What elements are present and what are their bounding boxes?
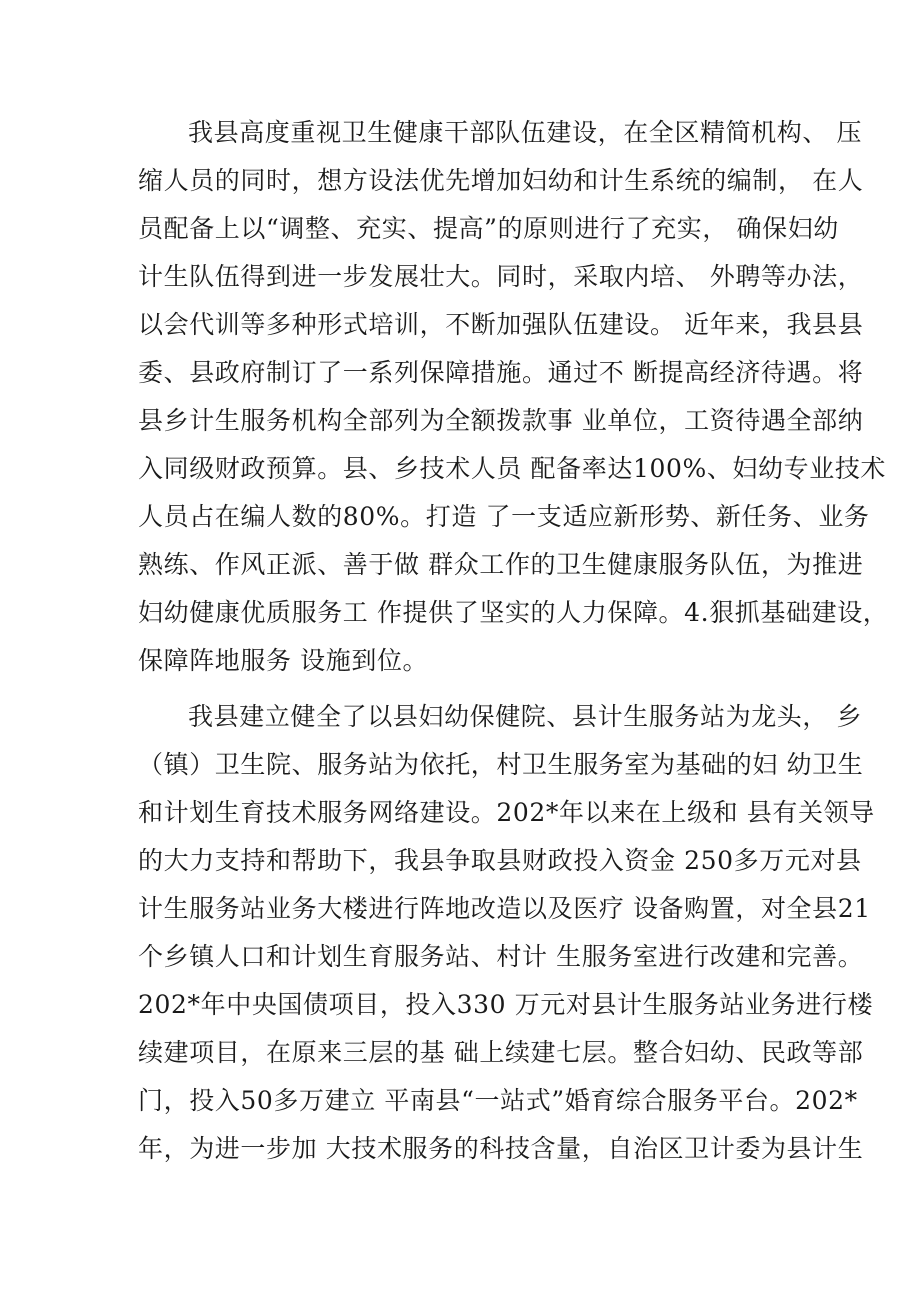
text-line: 我县高度重视卫生健康干部队伍建设，在全区精简机构、 压 — [188, 118, 863, 147]
text-line: 计生队伍得到进一步发展壮大。同时，采取内培、 外聘等办法， — [138, 262, 864, 291]
text-line: 202*年中央国债项目，投入330 万元对县计生服务站业务进行楼 — [138, 990, 874, 1019]
text-line: 我县建立健全了以县妇幼保健院、县计生服务站为龙头， 乡 — [188, 702, 863, 731]
text-line: 续建项目，在原来三层的基 础上续建七层。整合妇幼、民政等部 — [138, 1038, 864, 1067]
text-line: 以会代训等多种形式培训，不断加强队伍建设。 近年来，我县县 — [138, 310, 864, 339]
text-line: 妇幼健康优质服务工 作提供了坚实的人力保障。4.狠抓基础建设， — [138, 598, 889, 627]
text-line: 个乡镇人口和计划生育服务站、村计 生服务室进行改建和完善。 — [138, 942, 864, 971]
text-line: 员配备上以“调整、充实、提高”的原则进行了充实， 确保妇幼 — [138, 214, 839, 243]
text-line: 门，投入50多万建立 平南县“一站式”婚育综合服务平台。202* — [138, 1086, 858, 1115]
text-line: 委、县政府制订了一系列保障措施。通过不 断提高经济待遇。将 — [138, 358, 864, 387]
text-line: 计生服务站业务大楼进行阵地改造以及医疗 设备购置，对全县21 — [138, 894, 871, 923]
text-line: 的大力支持和帮助下，我县争取县财政投入资金 250多万元对县 — [138, 846, 862, 875]
text-line: （镇）卫生院、服务站为依托，村卫生服务室为基础的妇 幼卫生 — [138, 750, 864, 779]
text-line: 年，为进一步加 大技术服务的科技含量，自治区卫计委为县计生 — [138, 1134, 864, 1163]
text-line: 入同级财政预算。县、乡技术人员 配备率达100%、妇幼专业技术 — [138, 454, 887, 483]
text-line: 熟练、作风正派、善于做 群众工作的卫生健康服务队伍，为推进 — [138, 550, 864, 579]
text-line: 人员占在编人数的80%。打造 了一支适应新形势、新任务、业务 — [138, 502, 870, 531]
text-line: 保障阵地服务 设施到位。 — [138, 646, 429, 675]
text-line: 缩人员的同时，想方设法优先增加妇幼和计生系统的编制， 在人 — [138, 166, 864, 195]
text-line: 和计划生育技术服务网络建设。202*年以来在上级和 县有关领导 — [138, 798, 875, 827]
text-line: 县乡计生服务机构全部列为全额拨款事 业单位，工资待遇全部纳 — [138, 406, 864, 435]
